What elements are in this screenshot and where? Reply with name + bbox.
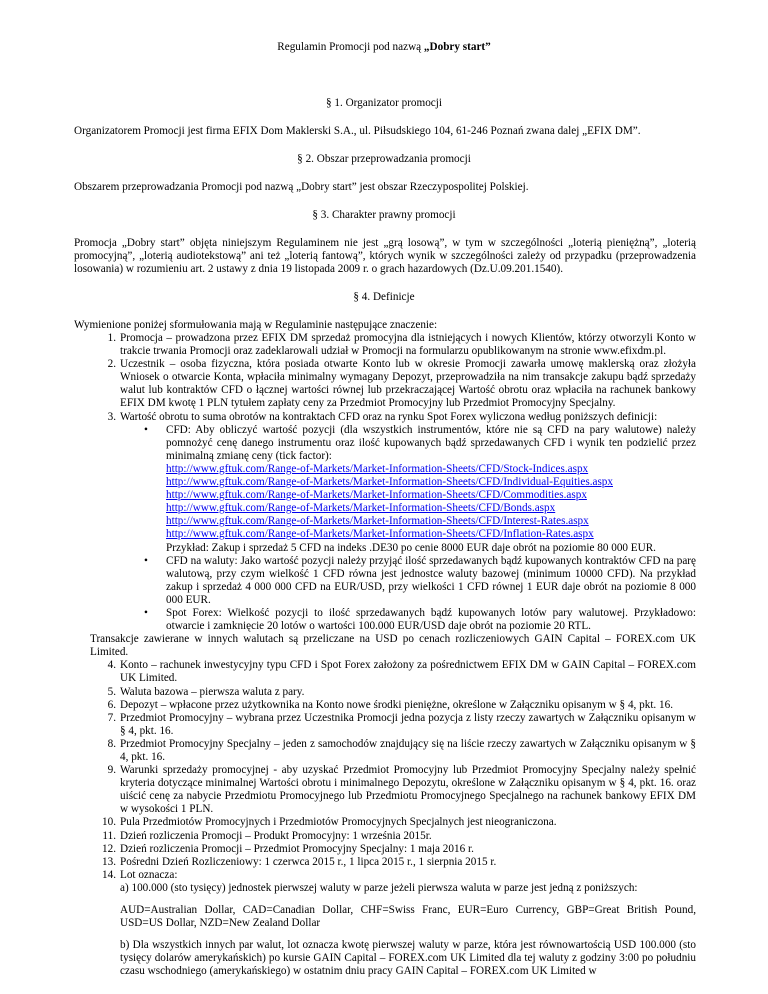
list-item: 3. Wartość obrotu to suma obrotów na kontraktach CFD oraz na rynku Spot Forex wyliczona według poniższych definicji: xyxy=(107,410,658,423)
list-item: 10. Pula Przedmiotów Promocyjnych i Przedmiotów Promocyjnych Specjalnych jest nieograniczona. xyxy=(102,816,557,829)
bullet-icon: • xyxy=(144,423,148,436)
list-item: 11. Dzień rozliczenia Promocji – Produkt Promocyjny: 1 września 2015r. xyxy=(102,829,432,842)
bullet-icon: • xyxy=(144,606,148,619)
bullet-cfd xyxy=(74,424,696,555)
section-3-body: Promocja „Dobry start” objęta niniejszym Regulaminem nie jest „grą losową”, w tym w szczególności „loterią pieniężną”, „loterią promocyjną”, „loterią audiotekstową” ani też „loterią fantową”, których wynik w szczególności zależy od przypadku (przeprowadzenia losowania) w rozumieniu art. 2 ustawy z dnia 19 listopada 2009 r. o grach hazardowych (Dz.U.09.201.1540). xyxy=(74,237,696,276)
bullet-cfd-currencies: • CFD na waluty: Jako wartość pozycji należy przyjąć ilość sprzedawanych bądź kupowanych kontraktów CFD na parę walutową, przy czym wielkość 1 CFD równa jest jednostce waluty bazowej (minimum 10000 CFD). Na przykład zakup i sprzedaż 4 000 000 CFD na EUR/USD, przy wielkości 1 CFD równej 1 EUR daje obrót na poziomie 8 000 000 EUR. xyxy=(144,554,696,606)
cfd-description: CFD: Aby obliczyć wartość pozycji (dla wszystkich instrumentów, które nie są CFD na pary walutowe) należy pomnożyć cenę danego instrumentu oraz ilość kupowanych bądź sprzedawanych CFD i wynik ten podzielić przez minimalną zmianę ceny (tick factor): xyxy=(166,423,696,462)
bullet-spot-forex: • Spot Forex: Wielkość pozycji to ilość sprzedawanych bądź kupowanych lotów pary walutowej. Przykładowo: otwarcie i zamknięcie 20 lotów o wartości 100.000 EUR/USD daje obrót na poziomie 20 RTL. xyxy=(144,606,696,633)
currency-list: AUD=Australian Dollar, CAD=Canadian Dollar, CHF=Swiss Franc, EUR=Euro Currency, GBP=Great British Pound, USD=US Dollar, NZD=New Zealand Dollar xyxy=(120,904,696,930)
link-bonds[interactable]: http://www.gftuk.com/Range-of-Markets/Market-Information-Sheets/CFD/Bonds.aspx xyxy=(166,502,556,515)
link-inflation-rates[interactable]: http://www.gftuk.com/Range-of-Markets/Market-Information-Sheets/CFD/Inflation-Rates.aspx xyxy=(166,528,594,541)
list-item: 4. Konto – rachunek inwestycyjny typu CFD i Spot Forex założony za pośrednictwem EFIX DM w GAIN Capital – FOREX.com UK Limited. xyxy=(107,659,696,685)
section-2-body: Obszarem przeprowadzania Promocji pod nazwą „Dobry start” jest obszar Rzeczypospolitej Polskiej. xyxy=(74,181,529,193)
lot-definition-a: a) 100.000 (sto tysięcy) jednostek pierwszej waluty w parze jeżeli pierwsza waluta w parze jest jedną z poniższych: xyxy=(120,881,638,894)
lot-definition-b: b) Dla wszystkich innych par walut, lot oznacza kwotę pierwszej waluty w parze, która jest równowartością USD 100.000 (sto tysięcy dolarów amerykańskich) po kursie GAIN Capital – FOREX.com UK Limited dla tej waluty z godziny 3:00 po południu czasu wschodniego (amerykańskiego) w ostatnim dniu pracy GAIN Capital – FOREX.com UK Limited w xyxy=(120,939,696,978)
section-4-heading: § 4. Definicje xyxy=(353,291,415,303)
list-item: 7. Przedmiot Promocyjny – wybrana przez Uczestnika Promocji jedna pozycja z listy rzeczy zawartych w Załączniku opisanym w § 4, pkt. 16. xyxy=(107,711,696,737)
list-item: 5. Waluta bazowa – pierwsza waluta z pary. xyxy=(107,685,305,698)
cfd-example: Przykład: Zakup i sprzedaż 5 CFD na indeks .DE30 po cenie 8000 EUR daje obrót na poziomie 80 000 EUR. xyxy=(166,541,656,554)
bullet-icon: • xyxy=(144,554,148,567)
definitions-list xyxy=(74,332,696,979)
list-item: 8. Przedmiot Promocyjny Specjalny – jeden z samochodów znajdujący się na liście rzeczy zawartych w Załączniku opisanym w § 4, pkt. 16. xyxy=(107,737,696,763)
list-item: 12. Dzień rozliczenia Promocji – Przedmiot Promocyjny Specjalny: 1 maja 2016 r. xyxy=(102,842,474,855)
list-item: 9. Warunki sprzedaży promocyjnej - aby uzyskać Przedmiot Promocyjny lub Przedmiot Promocyjny Specjalny należy spełnić kryteria dotyczące minimalnej Wartości obrotu i minimalnego Depozytu, określone w Załączniku opisanym w § 4, pkt. 16. oraz uiścić cenę za nabycie Przedmiotu Promocyjnego lub Przedmiotu Promocyjnego Specjalnego na rachunek bankowy EFIX DM w wysokości 1 PLN. xyxy=(107,764,696,816)
link-commodities[interactable]: http://www.gftuk.com/Range-of-Markets/Market-Information-Sheets/CFD/Commodities.aspx xyxy=(166,489,587,502)
list-item: 2. Uczestnik – osoba fizyczna, która posiada otwarte Konto lub w okresie Promocji zawarła umowę maklerską oraz złożyła Wniosek o otwarcie Konta, wpłaciła minimalny wymagany Depozyt, przeprowadziła na nim transakcje zakupu bądź sprzedaży walut lub kontraktów CFD o łącznej wartości równej lub przekraczającej Wartość obrotu oraz wpłaciła na rachunek bankowy EFIX DM kwotę 1 PLN tytułem zapłaty ceny za Przedmiot Promocyjny lub Przedmiot Promocyjny Specjalny. xyxy=(107,358,696,410)
promotion-name: „Dobry start” xyxy=(423,41,491,53)
conversion-note: Transakcje zawierane w innych walutach są przeliczane na USD po cenach rozliczeniowych GAIN Capital – FOREX.com UK Limited. xyxy=(90,633,696,659)
link-individual-equities[interactable]: http://www.gftuk.com/Range-of-Markets/Market-Information-Sheets/CFD/Individual-Equities.aspx xyxy=(166,476,613,489)
list-item: 14. Lot oznacza: xyxy=(102,868,178,881)
section-1-heading: § 1. Organizator promocji xyxy=(326,97,442,109)
list-item: 6. Depozyt – wpłacone przez użytkownika na Konto nowe środki pieniężne, określone w Załączniku opisanym w § 4, pkt. 16. xyxy=(107,698,674,711)
cfd-links xyxy=(120,463,696,542)
section-1-body: Organizatorem Promocji jest firma EFIX Dom Maklerski S.A., ul. Piłsudskiego 104, 61-246 Poznań zwana dalej „EFIX DM”. xyxy=(74,125,641,137)
link-stock-indices[interactable]: http://www.gftuk.com/Range-of-Markets/Market-Information-Sheets/CFD/Stock-Indices.aspx xyxy=(166,462,589,475)
section-4-intro: Wymienione poniżej sformułowania mają w Regulaminie następujące znaczenie: xyxy=(74,319,438,331)
section-3-heading: § 3. Charakter prawny promocji xyxy=(312,209,456,221)
list-item: 13. Pośredni Dzień Rozliczeniowy: 1 czerwca 2015 r., 1 lipca 2015 r., 1 sierpnia 2015 r. xyxy=(102,855,497,868)
link-interest-rates[interactable]: http://www.gftuk.com/Range-of-Markets/Market-Information-Sheets/CFD/Interest-Rates.aspx xyxy=(166,515,589,528)
section-2-heading: § 2. Obszar przeprowadzania promocji xyxy=(297,153,471,165)
list-item: 1. Promocja – prowadzona przez EFIX DM sprzedaż promocyjna dla istniejących i nowych Klientów, którzy otworzyli Konto w trakcie trwania Promocji oraz zadeklarowali udział w Promocji na formularzu opublikowanym na stronie www.efixdm.pl. xyxy=(107,332,696,358)
document-title: Regulamin Promocji pod nazwą „Dobry start” xyxy=(277,41,491,53)
